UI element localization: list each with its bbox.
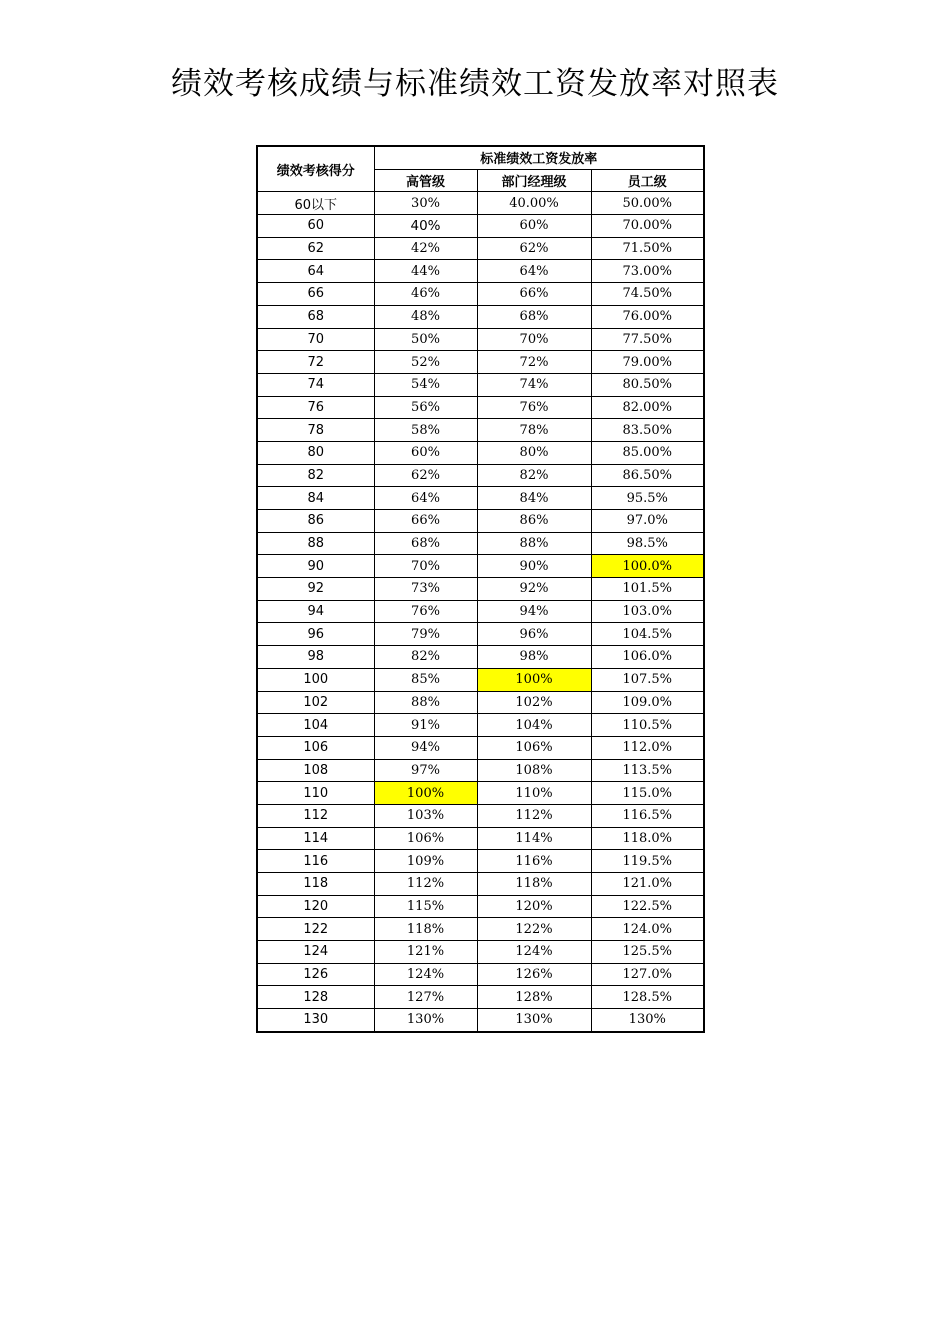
table-row	[257, 941, 704, 964]
table-row	[257, 600, 704, 623]
manager-rate-cell: 86%	[477, 510, 591, 533]
staff-rate-cell: 122.5%	[591, 895, 704, 918]
staff-rate-cell: 116.5%	[591, 804, 704, 827]
manager-rate-cell: 104%	[477, 714, 591, 737]
group-header: 标准绩效工资发放率	[374, 146, 704, 169]
staff-rate-cell: 71.50%	[591, 237, 704, 260]
staff-rate-cell: 128.5%	[591, 986, 704, 1009]
manager-rate-cell: 72%	[477, 351, 591, 374]
score-cell: 108	[257, 759, 374, 782]
manager-rate-cell: 76%	[477, 396, 591, 419]
table-row	[257, 578, 704, 601]
staff-rate-cell: 121.0%	[591, 873, 704, 896]
staff-rate-cell: 83.50%	[591, 419, 704, 442]
staff-rate-cell: 100.0%	[591, 555, 704, 578]
manager-rate-cell: 82%	[477, 464, 591, 487]
table-row	[257, 419, 704, 442]
table-row	[257, 782, 704, 805]
manager-rate-cell: 106%	[477, 736, 591, 759]
table-row	[257, 873, 704, 896]
staff-rate-cell: 119.5%	[591, 850, 704, 873]
score-cell: 90	[257, 555, 374, 578]
manager-rate-cell: 68%	[477, 305, 591, 328]
manager-rate-cell: 66%	[477, 283, 591, 306]
score-cell: 82	[257, 464, 374, 487]
staff-rate-cell: 97.0%	[591, 510, 704, 533]
score-cell: 68	[257, 305, 374, 328]
manager-rate-cell: 114%	[477, 827, 591, 850]
table-row	[257, 441, 704, 464]
exec-rate-cell: 76%	[374, 600, 477, 623]
staff-rate-cell: 125.5%	[591, 941, 704, 964]
manager-rate-cell: 62%	[477, 237, 591, 260]
exec-rate-cell: 106%	[374, 827, 477, 850]
table-row	[257, 714, 704, 737]
staff-rate-cell: 118.0%	[591, 827, 704, 850]
exec-rate-cell: 124%	[374, 963, 477, 986]
exec-rate-cell: 103%	[374, 804, 477, 827]
score-cell: 60	[257, 215, 374, 238]
table-row	[257, 850, 704, 873]
staff-rate-cell: 77.50%	[591, 328, 704, 351]
page-title: 绩效考核成绩与标准绩效工资发放率对照表	[171, 66, 779, 102]
manager-rate-cell: 102%	[477, 691, 591, 714]
exec-rate-cell: 85%	[374, 668, 477, 691]
manager-rate-cell: 118%	[477, 873, 591, 896]
score-cell: 106	[257, 736, 374, 759]
score-cell: 86	[257, 510, 374, 533]
score-cell: 76	[257, 396, 374, 419]
manager-rate-cell: 80%	[477, 441, 591, 464]
exec-rate-cell: 30%	[374, 192, 477, 215]
score-cell: 66	[257, 283, 374, 306]
table-row	[257, 804, 704, 827]
manager-rate-cell: 92%	[477, 578, 591, 601]
manager-rate-cell: 40.00%	[477, 192, 591, 215]
table-row	[257, 510, 704, 533]
score-cell: 96	[257, 623, 374, 646]
score-cell: 70	[257, 328, 374, 351]
table-row	[257, 305, 704, 328]
score-cell: 114	[257, 827, 374, 850]
staff-rate-cell: 82.00%	[591, 396, 704, 419]
manager-rate-cell: 98%	[477, 646, 591, 669]
table-row	[257, 237, 704, 260]
staff-rate-cell: 70.00%	[591, 215, 704, 238]
table-row	[257, 351, 704, 374]
exec-rate-cell: 50%	[374, 328, 477, 351]
column-header-manager: 部门经理级	[477, 169, 591, 192]
manager-rate-cell: 90%	[477, 555, 591, 578]
table-row	[257, 759, 704, 782]
table-row	[257, 691, 704, 714]
staff-rate-cell: 80.50%	[591, 373, 704, 396]
table-row	[257, 532, 704, 555]
manager-rate-cell: 110%	[477, 782, 591, 805]
exec-rate-cell: 42%	[374, 237, 477, 260]
staff-rate-cell: 86.50%	[591, 464, 704, 487]
score-cell: 100	[257, 668, 374, 691]
score-cell: 92	[257, 578, 374, 601]
exec-rate-cell: 121%	[374, 941, 477, 964]
exec-rate-cell: 64%	[374, 487, 477, 510]
table-row	[257, 487, 704, 510]
staff-rate-cell: 109.0%	[591, 691, 704, 714]
manager-rate-cell: 94%	[477, 600, 591, 623]
staff-rate-cell: 85.00%	[591, 441, 704, 464]
exec-rate-cell: 112%	[374, 873, 477, 896]
score-cell: 112	[257, 804, 374, 827]
table-row	[257, 215, 704, 238]
table-row	[257, 328, 704, 351]
score-cell: 110	[257, 782, 374, 805]
exec-rate-cell: 130%	[374, 1009, 477, 1032]
table-body	[257, 192, 704, 1032]
staff-rate-cell: 95.5%	[591, 487, 704, 510]
score-cell: 94	[257, 600, 374, 623]
staff-rate-cell: 130%	[591, 1009, 704, 1032]
manager-rate-cell: 96%	[477, 623, 591, 646]
score-cell: 124	[257, 941, 374, 964]
score-cell: 116	[257, 850, 374, 873]
exec-rate-cell: 70%	[374, 555, 477, 578]
score-cell: 84	[257, 487, 374, 510]
score-cell: 102	[257, 691, 374, 714]
staff-rate-cell: 98.5%	[591, 532, 704, 555]
header-row-1	[257, 146, 704, 169]
table-row	[257, 827, 704, 850]
staff-rate-cell: 113.5%	[591, 759, 704, 782]
score-cell: 122	[257, 918, 374, 941]
score-header: 绩效考核得分	[257, 146, 374, 192]
staff-rate-cell: 73.00%	[591, 260, 704, 283]
score-cell: 78	[257, 419, 374, 442]
exec-rate-cell: 127%	[374, 986, 477, 1009]
table-row	[257, 623, 704, 646]
exec-rate-cell: 100%	[374, 782, 477, 805]
table-row	[257, 260, 704, 283]
column-header-staff: 员工级	[591, 169, 704, 192]
exec-rate-cell: 73%	[374, 578, 477, 601]
score-cell: 104	[257, 714, 374, 737]
score-cell: 88	[257, 532, 374, 555]
table-row	[257, 192, 704, 215]
exec-rate-cell: 94%	[374, 736, 477, 759]
score-cell: 60以下	[257, 192, 374, 215]
table-row	[257, 1009, 704, 1032]
table-row	[257, 555, 704, 578]
exec-rate-cell: 58%	[374, 419, 477, 442]
exec-rate-cell: 54%	[374, 373, 477, 396]
manager-rate-cell: 100%	[477, 668, 591, 691]
staff-rate-cell: 103.0%	[591, 600, 704, 623]
staff-rate-cell: 107.5%	[591, 668, 704, 691]
staff-rate-cell: 115.0%	[591, 782, 704, 805]
table-row	[257, 963, 704, 986]
manager-rate-cell: 126%	[477, 963, 591, 986]
table-row	[257, 736, 704, 759]
exec-rate-cell: 115%	[374, 895, 477, 918]
score-cell: 62	[257, 237, 374, 260]
score-cell: 120	[257, 895, 374, 918]
score-cell: 74	[257, 373, 374, 396]
exec-rate-cell: 97%	[374, 759, 477, 782]
score-cell: 130	[257, 1009, 374, 1032]
rate-table	[256, 145, 705, 1033]
staff-rate-cell: 101.5%	[591, 578, 704, 601]
manager-rate-cell: 130%	[477, 1009, 591, 1032]
table-row	[257, 283, 704, 306]
exec-rate-cell: 48%	[374, 305, 477, 328]
table-row	[257, 396, 704, 419]
exec-rate-cell: 66%	[374, 510, 477, 533]
manager-rate-cell: 64%	[477, 260, 591, 283]
exec-rate-cell: 56%	[374, 396, 477, 419]
exec-rate-cell: 82%	[374, 646, 477, 669]
manager-rate-cell: 60%	[477, 215, 591, 238]
staff-rate-cell: 110.5%	[591, 714, 704, 737]
column-header-exec: 高管级	[374, 169, 477, 192]
staff-rate-cell: 79.00%	[591, 351, 704, 374]
manager-rate-cell: 70%	[477, 328, 591, 351]
manager-rate-cell: 88%	[477, 532, 591, 555]
manager-rate-cell: 120%	[477, 895, 591, 918]
score-cell: 64	[257, 260, 374, 283]
exec-rate-cell: 62%	[374, 464, 477, 487]
staff-rate-cell: 124.0%	[591, 918, 704, 941]
exec-rate-cell: 46%	[374, 283, 477, 306]
manager-rate-cell: 74%	[477, 373, 591, 396]
exec-rate-cell: 68%	[374, 532, 477, 555]
staff-rate-cell: 76.00%	[591, 305, 704, 328]
staff-rate-cell: 106.0%	[591, 646, 704, 669]
exec-rate-cell: 91%	[374, 714, 477, 737]
manager-rate-cell: 108%	[477, 759, 591, 782]
exec-rate-cell: 44%	[374, 260, 477, 283]
exec-rate-cell: 60%	[374, 441, 477, 464]
manager-rate-cell: 124%	[477, 941, 591, 964]
table-row	[257, 646, 704, 669]
staff-rate-cell: 50.00%	[591, 192, 704, 215]
score-cell: 72	[257, 351, 374, 374]
table-row	[257, 986, 704, 1009]
table-row	[257, 464, 704, 487]
staff-rate-cell: 112.0%	[591, 736, 704, 759]
manager-rate-cell: 84%	[477, 487, 591, 510]
table-row	[257, 668, 704, 691]
staff-rate-cell: 104.5%	[591, 623, 704, 646]
exec-rate-cell: 40%	[374, 215, 477, 238]
exec-rate-cell: 118%	[374, 918, 477, 941]
staff-rate-cell: 74.50%	[591, 283, 704, 306]
table-row	[257, 918, 704, 941]
exec-rate-cell: 79%	[374, 623, 477, 646]
score-cell: 118	[257, 873, 374, 896]
score-cell: 80	[257, 441, 374, 464]
manager-rate-cell: 116%	[477, 850, 591, 873]
manager-rate-cell: 112%	[477, 804, 591, 827]
exec-rate-cell: 88%	[374, 691, 477, 714]
manager-rate-cell: 78%	[477, 419, 591, 442]
manager-rate-cell: 128%	[477, 986, 591, 1009]
table-row	[257, 373, 704, 396]
staff-rate-cell: 127.0%	[591, 963, 704, 986]
table-row	[257, 895, 704, 918]
manager-rate-cell: 122%	[477, 918, 591, 941]
exec-rate-cell: 109%	[374, 850, 477, 873]
score-cell: 98	[257, 646, 374, 669]
exec-rate-cell: 52%	[374, 351, 477, 374]
score-cell: 128	[257, 986, 374, 1009]
score-cell: 126	[257, 963, 374, 986]
